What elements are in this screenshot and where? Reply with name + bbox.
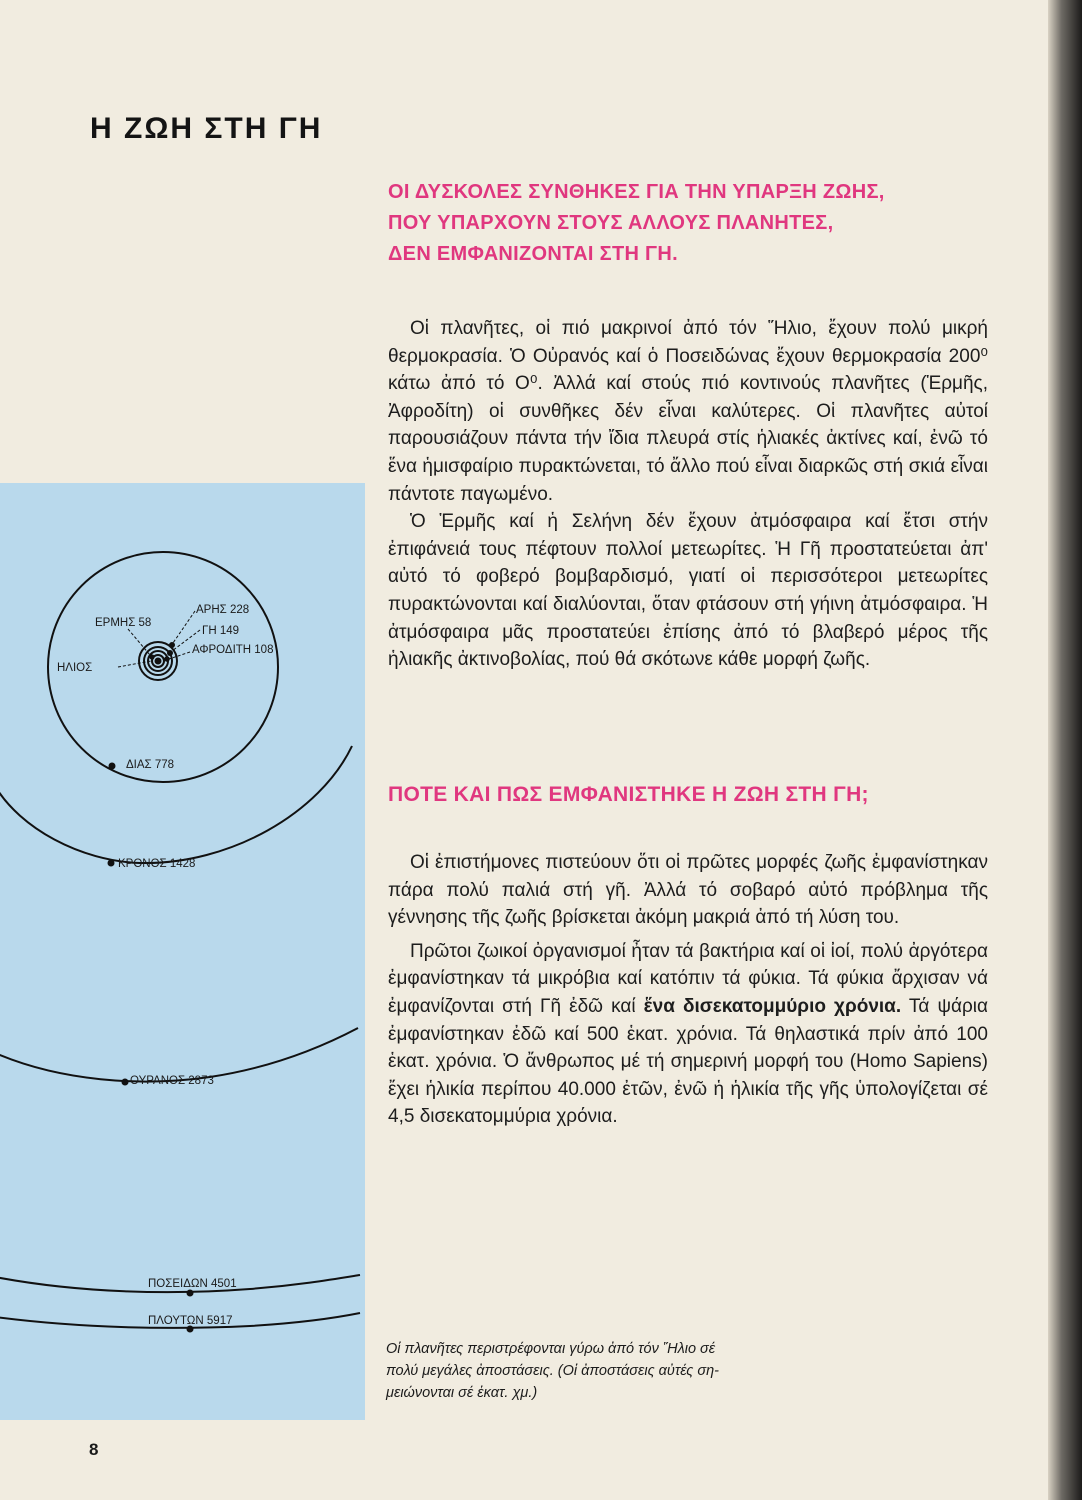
paragraph-text: Τά ψάρια ἐμφανίστηκαν ἐδῶ καί 500 ἑκατ. χρόνια. Τά θηλαστικά πρίν ἀπό 100 ἑκατ. χρόνια. Ὁ ἄνθρωπος μέ τή σημερινή μορφή του (Homo Sapiens) ἔχει ἡλικία περίπου 40.000 ἐτῶν, ἐνῶ ἡ ἡλικία τῆς γῆς ὑπολογίζεται σέ 4,5 δισεκατομμύρια χρόνια. bbox=[388, 995, 989, 1128]
page-title: Η ΖΩΗ ΣΤΗ ΓΗ bbox=[90, 112, 323, 145]
emphasis-text: ἕνα δισεκατομμύριο χρόνια. bbox=[643, 995, 902, 1017]
paragraph: Οἱ πλανῆτες, οἱ πιό μακρινοί ἀπό τόν Ἥλιο, ἔχουν πολύ μικρή θερμοκρασία. Ὁ Οὐρανός καί ὁ Ποσειδώνας ἔχουν θερμοκρασία 200⁰ κάτω ἀπό τό Ο⁰. Ἀλλά καί στούς πιό κοντινούς πλανῆτες (Ἑρμῆς, Ἀφροδίτη) οἱ συνθῆκες δέν εἶναι καλύτερες. Οἱ πλανῆτες αὐτοί παρουσιάζουν πάντα τήν ἴδια πλευρά στίς ἡλιακές ἀκτίνες καί, ἐνῶ τό ἕνα ἡμισφαίριο πυρακτώνεται, τό ἄλλο πού εἶναι διαρκῶς στή σκιά εἶναι πάντοτε παγωμένο. bbox=[388, 318, 988, 505]
label-sun: ΗΛΙΟΣ bbox=[57, 662, 93, 674]
label-saturn: ΚΡΟΝΟΣ 1428 bbox=[118, 858, 196, 870]
caption-line: Οἱ πλανῆτες περιστρέφονται γύρω ἀπό τόν Ἥλιο σέ bbox=[386, 1341, 716, 1357]
diagram-caption bbox=[386, 1338, 856, 1404]
label-uranus: ΟΥΡΑΝΟΣ 2873 bbox=[130, 1075, 214, 1087]
solar-system-diagram bbox=[0, 483, 365, 1420]
section2-heading: ΠΟΤΕ ΚΑΙ ΠΩΣ ΕΜΦΑΝΙΣΤΗΚΕ Η ΖΩΗ ΣΤΗ ΓΗ; bbox=[388, 783, 869, 806]
label-mars: ΑΡΗΣ 228 bbox=[196, 604, 250, 616]
planet-dot-jupiter bbox=[109, 763, 116, 770]
section1-body bbox=[388, 315, 988, 674]
page-number: 8 bbox=[89, 1440, 99, 1459]
label-jupiter: ΔΙΑΣ 778 bbox=[126, 759, 175, 771]
planet-dot-saturn bbox=[108, 860, 115, 867]
label-neptune: ΠΟΣΕΙΔΩΝ 4501 bbox=[148, 1278, 237, 1290]
section1-heading bbox=[388, 177, 885, 270]
label-venus: ΑΦΡΟΔΙΤΗ 108 bbox=[192, 644, 274, 656]
orbit-saturn bbox=[0, 746, 352, 863]
section1-heading-line: ΔΕΝ ΕΜΦΑΝΙΖΟΝΤΑΙ ΣΤΗ ΓΗ. bbox=[388, 243, 678, 265]
planet-dot-mars bbox=[169, 642, 175, 648]
orbit-uranus bbox=[0, 1028, 358, 1082]
planet-dot-venus bbox=[164, 656, 170, 662]
section1-heading-line: ΟΙ ΔΥΣΚΟΛΕΣ ΣΥΝΘΗΚΕΣ ΓΙΑ ΤΗΝ ΥΠΑΡΞΗ ΖΩΗΣ, bbox=[388, 181, 885, 203]
label-earth: ΓΗ 149 bbox=[202, 625, 240, 637]
sun-dot bbox=[155, 658, 162, 665]
section2-body bbox=[388, 849, 988, 1131]
book-spine-shadow bbox=[1048, 0, 1082, 1500]
label-mercury: ΕΡΜΗΣ 58 bbox=[95, 617, 152, 629]
caption-line: πολύ μεγάλες ἀποστάσεις. (Οἱ ἀποστάσεις αὐτές ση- bbox=[386, 1363, 719, 1379]
paragraph-text: Πρῶτοι ζωικοί ὀργανισμοί ἦταν τά βακτήρια καί οἱ ἰοί, πολύ ἀργότερα ἐμφανίστηκαν τά μικρόβια καί κατόπιν τά φύκια. Τά φύκια ἄρχισαν νά ἐμφανίζονται στή Γῆ ἐδῶ καί bbox=[388, 940, 988, 1017]
planet-dot-uranus bbox=[122, 1079, 129, 1086]
paragraph: Οἱ ἐπιστήμονες πιστεύουν ὅτι οἱ πρῶτες μορφές ζωῆς ἐμφανίστηκαν πάρα πολύ παλιά στή γῆ. Ἀλλά τό σοβαρό αὐτό πρόβλημα τῆς γέννησης τῆς ζωῆς βρίσκεται ἀκόμη μακριά ἀπό τή λύση του. bbox=[388, 852, 988, 929]
orbit-drawing bbox=[0, 483, 365, 1420]
planet-dot-earth bbox=[167, 650, 173, 656]
section1-heading-line: ΠΟΥ ΥΠΑΡΧΟΥΝ ΣΤΟΥΣ ΑΛΛΟΥΣ ΠΛΑΝΗΤΕΣ, bbox=[388, 212, 834, 234]
caption-line: μειώνονται σέ ἑκατ. χμ.) bbox=[386, 1385, 538, 1401]
label-pluto: ΠΛΟΥΤΩΝ 5917 bbox=[148, 1315, 233, 1327]
paragraph bbox=[388, 938, 988, 1131]
planet-dot-mercury bbox=[149, 654, 154, 659]
paragraph: Ὁ Ἑρμῆς καί ἡ Σελήνη δέν ἔχουν ἀτμόσφαιρα καί ἔτσι στήν ἐπιφάνειά τους πέφτουν πολλοί μετεωρίτες. Ἡ Γῆ προστατεύεται ἀπ' αὐτό τό φοβερό βομβαρδισμό, γιατί οἱ περισσότεροι μετεωρίτες πυρακτώνονται καί διαλύονται, ὅταν φτάσουν στή γήινη ἀτμόσφαιρα. Ἡ ἀτμόσφαιρα μᾶς προστατεύει ἐπίσης ἀπό τό βλαβερό μέρος τῆς ἡλιακῆς ἀκτινοβολίας, πού θά σκότωνε κάθε μορφή ζωῆς. bbox=[388, 511, 988, 671]
planet-dot-neptune bbox=[187, 1290, 194, 1297]
